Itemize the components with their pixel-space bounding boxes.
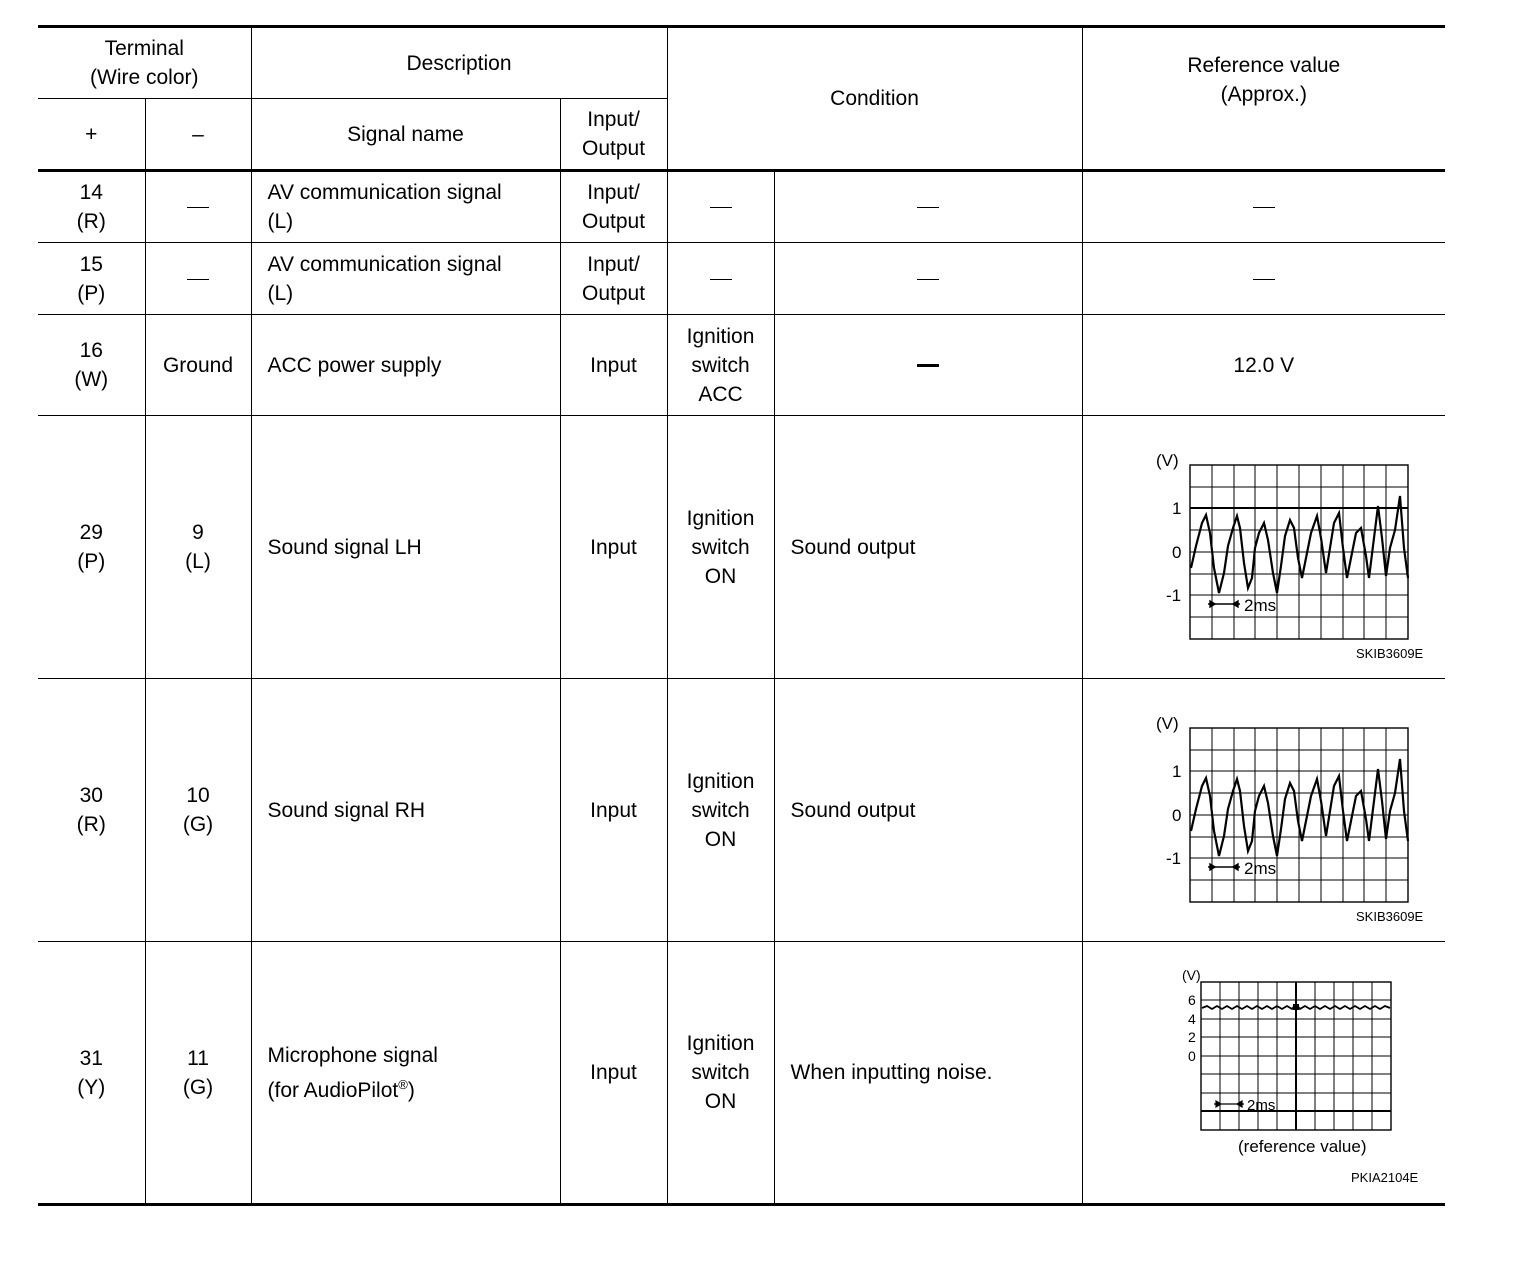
condition-switch: Ignition switch ON bbox=[667, 416, 774, 679]
io-type: Input/ Output bbox=[560, 243, 667, 315]
header-signal-name: Signal name bbox=[251, 99, 560, 171]
tick-label: -1 bbox=[1165, 849, 1181, 868]
waveform-unit: (V) bbox=[1155, 714, 1179, 733]
io-type: Input/ Output bbox=[560, 171, 667, 243]
tick-label: 0 bbox=[1171, 806, 1182, 825]
condition-switch: Ignition switch ON bbox=[667, 942, 774, 1205]
sound-waveform-lh bbox=[1114, 428, 1423, 661]
time-scale-label: 2ms bbox=[1243, 596, 1276, 615]
signal-name bbox=[251, 942, 560, 1205]
condition-detail: When inputting noise. bbox=[774, 942, 1082, 1205]
condition-detail: Sound output bbox=[774, 416, 1082, 679]
tick-label: 1 bbox=[1171, 499, 1182, 518]
dash-mark bbox=[917, 279, 939, 280]
figure-code: SKIB3609E bbox=[1355, 909, 1423, 924]
signal-name-text: Microphone signal (for AudioPilot bbox=[267, 1043, 438, 1102]
io-type: Input bbox=[560, 315, 667, 416]
terminal-plus: 15 (P) bbox=[38, 243, 145, 315]
time-scale-label: 2ms bbox=[1246, 1096, 1276, 1114]
reference-value bbox=[1082, 243, 1445, 315]
tick-label: 4 bbox=[1187, 1010, 1196, 1027]
reference-waveform-cell bbox=[1082, 416, 1445, 679]
header-condition: Condition bbox=[667, 27, 1082, 171]
terminal-minus bbox=[145, 171, 251, 243]
terminal-minus: 10 (G) bbox=[145, 679, 251, 942]
table-row bbox=[38, 171, 1445, 243]
tick-label: 0 bbox=[1187, 1047, 1196, 1064]
header-description: Description bbox=[251, 27, 667, 99]
signal-name: AV communication signal (L) bbox=[251, 243, 560, 315]
signal-name-end: ) bbox=[407, 1078, 415, 1102]
io-type: Input bbox=[560, 416, 667, 679]
time-scale-marker bbox=[1208, 864, 1240, 870]
dash-mark bbox=[710, 279, 732, 280]
table-row bbox=[38, 679, 1445, 942]
header-terminal: Terminal (Wire color) bbox=[38, 27, 251, 99]
condition-switch: Ignition switch ACC bbox=[667, 315, 774, 416]
terminal-minus: 11 (G) bbox=[145, 942, 251, 1205]
terminal-minus bbox=[145, 243, 251, 315]
terminal-table bbox=[38, 25, 1445, 1206]
condition-detail bbox=[774, 171, 1082, 243]
dash-mark bbox=[187, 207, 209, 208]
condition-switch bbox=[667, 243, 774, 315]
tick-label: 6 bbox=[1187, 991, 1196, 1008]
sound-waveform-rh bbox=[1114, 691, 1423, 924]
terminal-plus: 31 (Y) bbox=[38, 942, 145, 1205]
reference-value: 12.0 V bbox=[1082, 315, 1445, 416]
header-minus: – bbox=[145, 99, 251, 171]
terminal-plus: 16 (W) bbox=[38, 315, 145, 416]
header-io: Input/ Output bbox=[560, 99, 667, 171]
signal-name: AV communication signal (L) bbox=[251, 171, 560, 243]
condition-switch: Ignition switch ON bbox=[667, 679, 774, 942]
table-row bbox=[38, 942, 1445, 1205]
table-row bbox=[38, 416, 1445, 679]
figure-code: SKIB3609E bbox=[1355, 646, 1423, 661]
reference-waveform-cell bbox=[1082, 942, 1445, 1205]
time-scale-marker bbox=[1214, 1101, 1244, 1107]
header-plus: + bbox=[38, 99, 145, 171]
waveform-unit: (V) bbox=[1155, 451, 1179, 470]
terminal-minus: 9 (L) bbox=[145, 416, 251, 679]
tick-label: 2 bbox=[1187, 1028, 1196, 1045]
signal-name: ACC power supply bbox=[251, 315, 560, 416]
condition-detail bbox=[774, 243, 1082, 315]
terminal-plus: 30 (R) bbox=[38, 679, 145, 942]
dash-mark bbox=[917, 364, 939, 367]
signal-name: Sound signal LH bbox=[251, 416, 560, 679]
tick-label: -1 bbox=[1165, 586, 1181, 605]
dash-mark bbox=[1253, 207, 1275, 208]
figure-caption: (reference value) bbox=[1237, 1136, 1367, 1156]
registered-mark: ® bbox=[398, 1076, 408, 1092]
header-reference: Reference value (Approx.) bbox=[1082, 27, 1445, 171]
tick-label: 0 bbox=[1171, 543, 1182, 562]
waveform-unit: (V) bbox=[1181, 966, 1201, 983]
dash-mark bbox=[917, 207, 939, 208]
table-row bbox=[38, 315, 1445, 416]
figure-code: PKIA2104E bbox=[1350, 1169, 1418, 1185]
io-type: Input bbox=[560, 942, 667, 1205]
io-type: Input bbox=[560, 679, 667, 942]
microphone-waveform bbox=[1114, 954, 1418, 1185]
signal-name: Sound signal RH bbox=[251, 679, 560, 942]
reference-value bbox=[1082, 171, 1445, 243]
dash-mark bbox=[1253, 279, 1275, 280]
dash-mark bbox=[710, 207, 732, 208]
reference-waveform-cell bbox=[1082, 679, 1445, 942]
trigger-marker bbox=[1293, 1004, 1299, 1010]
condition-switch bbox=[667, 171, 774, 243]
table-row bbox=[38, 243, 1445, 315]
waveform-grid bbox=[1190, 465, 1408, 639]
condition-detail bbox=[774, 315, 1082, 416]
tick-label: 1 bbox=[1171, 762, 1182, 781]
terminal-minus: Ground bbox=[145, 315, 251, 416]
time-scale-marker bbox=[1208, 601, 1240, 607]
condition-detail: Sound output bbox=[774, 679, 1082, 942]
terminal-plus: 29 (P) bbox=[38, 416, 145, 679]
time-scale-label: 2ms bbox=[1243, 859, 1276, 878]
terminal-plus: 14 (R) bbox=[38, 171, 145, 243]
dash-mark bbox=[187, 279, 209, 280]
waveform-grid bbox=[1190, 728, 1408, 902]
